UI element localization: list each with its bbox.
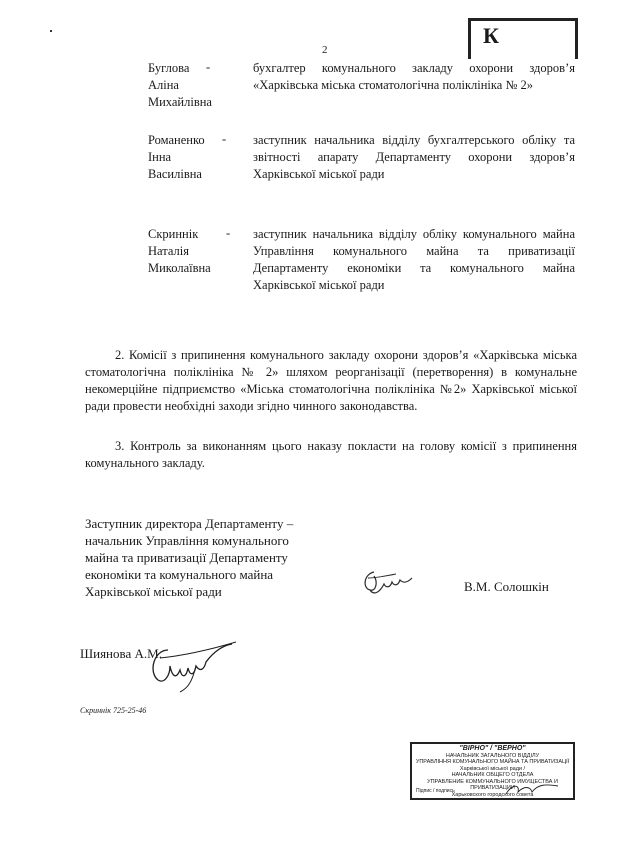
member-dash: - <box>222 132 227 146</box>
executor-name: Шиянова А.М. <box>80 646 162 661</box>
stamp-line: УПРАВЛЕНИЕ КОММУНАЛЬНОГО ИМУЩЕСТВА И ПРИВАТИЗАЦИИ <box>427 778 558 791</box>
signatory-title-line: майна та приватизації Департаменту <box>85 550 288 565</box>
member-name-skrynnik <box>148 226 258 277</box>
phone-note: Скриннік 725-25-46 <box>80 706 147 715</box>
stamp-signature <box>502 780 562 800</box>
verified-copy-stamp <box>410 742 575 800</box>
signatory-title <box>85 515 335 600</box>
director-signature <box>356 562 416 602</box>
member-dash: - <box>226 226 231 240</box>
stamp-line: Харківської міської ради / <box>459 765 526 772</box>
member-role: бухгалтер комунального закладу охорони здоров’я «Харківська міська стоматологічна поліклініка № 2» <box>253 61 575 92</box>
executor-signature <box>140 636 250 696</box>
member-role: заступник начальника відділу бухгалтерського обліку та звітності апарату Департаменту охорони здоров’я Харківської міської ради <box>253 133 575 181</box>
member-role: заступник начальника відділу обліку комунального майна Управління комунального майна та приватизації Департаменту економіки та комунального майна Харківської міської ради <box>253 227 575 292</box>
corner-stamp-text: К <box>483 23 501 48</box>
member-surname: Романенко <box>148 133 205 147</box>
stamp-signature-line: Підпис / подпись <box>416 787 455 794</box>
member-name-romanenko <box>148 132 258 183</box>
member-name-buglova <box>148 60 258 111</box>
stamp-line: НАЧАЛЬНИК ОБЩЕГО ОТДЕЛА <box>451 772 534 778</box>
stamp-line: УПРАВЛІННЯ КОМУНАЛЬНОГО МАЙНА ТА ПРИВАТИЗАЦІЇ <box>415 759 570 765</box>
member-surname: Скриннік <box>148 227 199 241</box>
member-dash: - <box>206 60 211 74</box>
signatory-title-line: Заступник директора Департаменту – <box>85 516 294 531</box>
corner-stamp <box>468 18 578 59</box>
member-patronymic: Михайлівна <box>148 95 212 109</box>
paragraph-3: 3. Контроль за виконанням цього наказу покласти на голову комісії з припинення комунального закладу. <box>85 439 577 470</box>
signatory-title-line: начальник Управління комунального <box>85 533 289 548</box>
member-patronymic: Миколаївна <box>148 261 211 275</box>
stamp-line: НАЧАЛЬНИК ЗАГАЛЬНОГО ВІДДІЛУ <box>445 752 540 759</box>
paragraph-2: 2. Комісії з припинення комунального закладу охорони здоров’я «Харківська міська стоматологічна поліклініка № 2» шляхом реорганізації (перетворення) в комунальне некомерційне підприємство «Міська стоматологічна поліклініка №2» Харківської міської ради провести необхідні заходи згідно чинного законодавства. <box>85 348 577 413</box>
signatory-title-line: Харківської міської ради <box>85 584 222 599</box>
stamp-heading: "ВІРНО" / "ВЕРНО" <box>459 745 526 752</box>
stamp-line: Харьковского городского совета <box>451 791 534 798</box>
member-first-name: Аліна <box>148 78 179 92</box>
page-number: 2 <box>322 44 328 56</box>
member-first-name: Наталія <box>148 244 189 258</box>
member-surname: Буглова <box>148 61 190 75</box>
member-patronymic: Василівна <box>148 167 202 181</box>
scan-speck <box>50 30 52 32</box>
member-first-name: Інна <box>148 150 172 164</box>
signatory-name: В.М. Солошкін <box>464 579 549 594</box>
signatory-title-line: економіки та комунального майна <box>85 567 274 582</box>
